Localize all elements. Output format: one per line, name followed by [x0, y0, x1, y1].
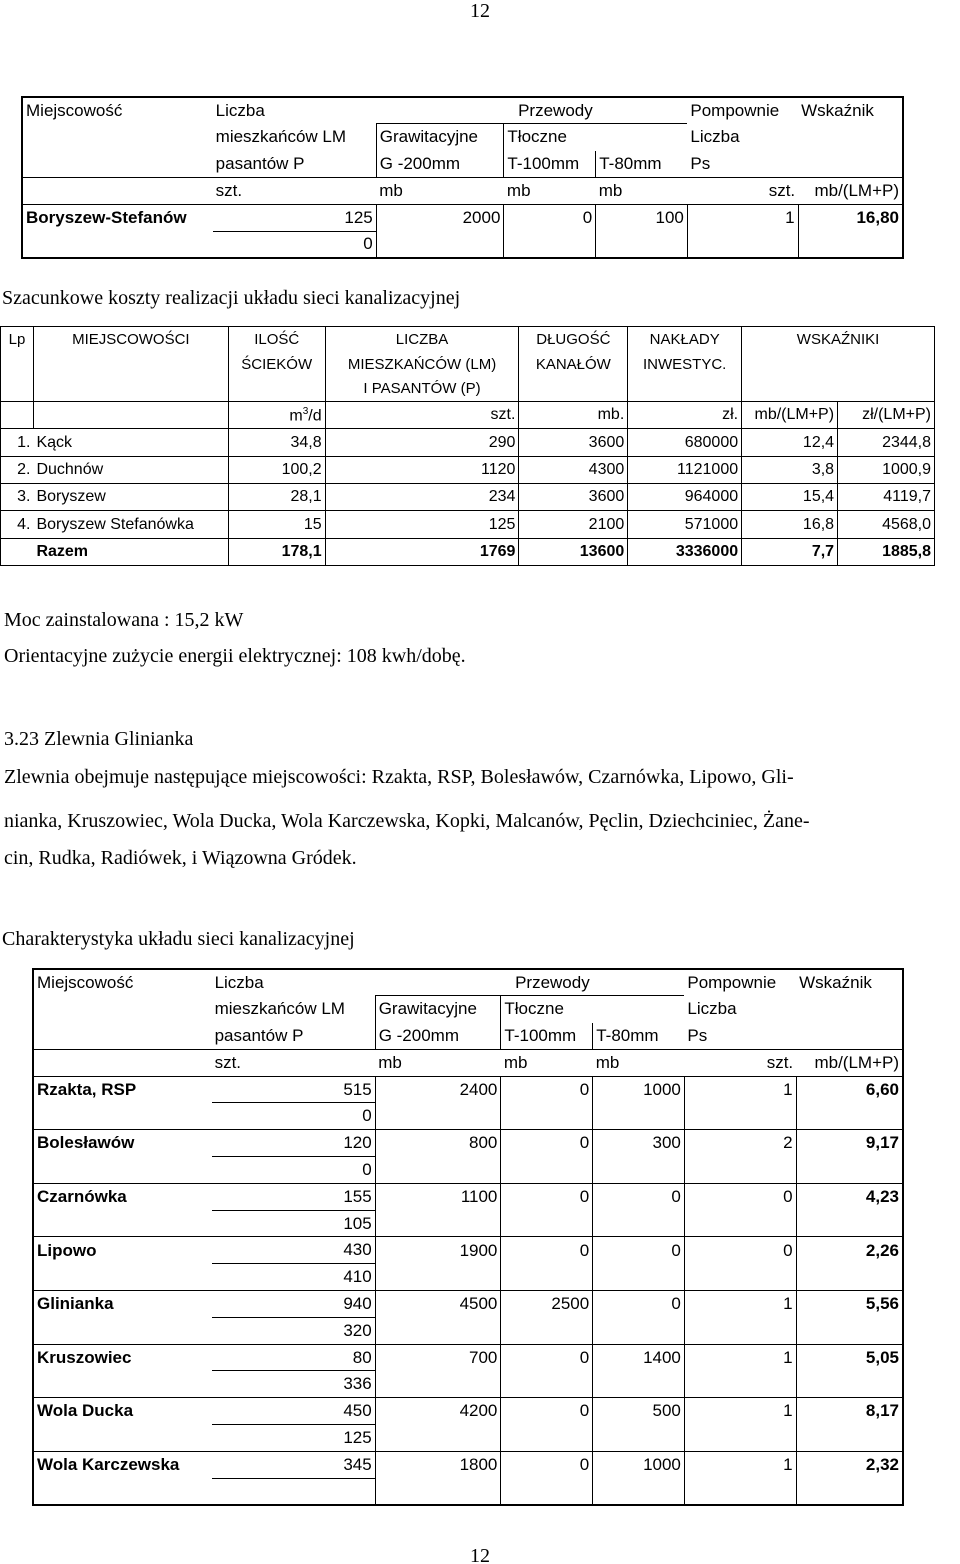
p-value: 336	[212, 1371, 376, 1398]
section-title-costs: Szacunkowe koszty realizacji układu sieci kanalizacyjnej	[2, 287, 461, 309]
header-row	[33, 996, 903, 1023]
header-cell: Liczba	[687, 999, 737, 1019]
t80-value: 1000	[593, 1451, 685, 1478]
blank-cell	[375, 1371, 501, 1398]
lm-value: 125	[213, 204, 377, 231]
total-row	[1, 538, 935, 565]
g200-value: 4500	[375, 1291, 501, 1318]
header-liczba-2: MIESZKAŃCÓW (LM)	[325, 352, 519, 377]
place-name: Glinianka	[33, 1291, 212, 1318]
liczba-value: 290	[325, 429, 519, 456]
ps-value: 0	[684, 1183, 796, 1210]
lm-value: 120	[212, 1130, 376, 1157]
blank-cell	[593, 1210, 685, 1237]
place-name: Lipowo	[33, 1237, 212, 1264]
header-cell: mb/(LM+P)	[796, 1049, 903, 1076]
table-row-sub	[33, 1103, 903, 1130]
header-cell: Pompownie	[690, 100, 780, 120]
lm-value: 430	[212, 1237, 376, 1264]
place-name: Boryszew	[33, 484, 228, 511]
blank-cell	[33, 1478, 212, 1505]
p-value	[212, 1478, 376, 1505]
ps-value: 1	[684, 1451, 796, 1478]
header-liczba-1: LICZBA	[325, 327, 519, 352]
place-name: Kąck	[33, 429, 228, 456]
header-cell	[22, 151, 213, 178]
lm-value: 345	[212, 1451, 376, 1478]
ps-value: 1	[684, 1344, 796, 1371]
unit-mb-lmp: mb/(LM+P)	[742, 402, 838, 429]
total-w2: 1885,8	[838, 538, 935, 565]
w1-value: 15,4	[742, 484, 838, 511]
t100-value: 0	[501, 1398, 593, 1425]
p-value: 125	[212, 1425, 376, 1452]
blank-cell	[33, 1103, 212, 1130]
wsk-value: 6,60	[796, 1076, 903, 1103]
header-cell: Ps	[687, 1025, 708, 1045]
table-row-sub	[33, 1371, 903, 1398]
header-cell	[33, 1049, 212, 1076]
header-cell	[33, 1023, 212, 1050]
header-cell: Miejscowość	[26, 100, 123, 120]
page-number-top: 12	[470, 0, 490, 22]
header-cell: pasantów P	[215, 153, 305, 173]
table-row	[33, 1237, 903, 1264]
header-liczba-3: I PASANTÓW (P)	[325, 377, 519, 402]
unit-mb: mb.	[519, 402, 628, 429]
blank-cell	[22, 231, 213, 258]
blank-cell	[593, 1157, 685, 1184]
place-name: Kruszowiec	[33, 1344, 212, 1371]
p-value: 320	[212, 1317, 376, 1344]
blank-cell	[501, 1210, 593, 1237]
header-row	[22, 97, 903, 124]
header-cell: Wskaźnik	[801, 100, 874, 120]
header-cell: szt.	[212, 1049, 376, 1076]
header-cell: Przewody	[518, 100, 593, 120]
header-cell: Przewody	[515, 972, 590, 992]
blank-cell	[375, 1425, 501, 1452]
naklady-value: 1121000	[628, 456, 742, 483]
blank-cell	[687, 231, 798, 258]
liczba-value: 1120	[325, 456, 519, 483]
header-cell: T-100mm	[501, 1023, 593, 1050]
blank-cell	[1, 538, 34, 565]
w2-value: 1000,9	[838, 456, 935, 483]
header-cell: Liczba	[215, 100, 265, 120]
lp-value: 2.	[1, 456, 34, 483]
table-row	[33, 1398, 903, 1425]
header-cell	[22, 177, 213, 204]
lm-value: 80	[212, 1344, 376, 1371]
g200-value: 1900	[375, 1237, 501, 1264]
place-name: Boryszew Stefanówka	[33, 511, 228, 538]
header-cell: T-80mm	[593, 1023, 685, 1050]
total-scieki: 178,1	[228, 538, 325, 565]
table-row-sub	[33, 1478, 903, 1505]
header-cell: Liczba	[214, 972, 264, 992]
blank-cell	[684, 1157, 796, 1184]
t80-value: 0	[593, 1183, 685, 1210]
scieki-value: 34,8	[228, 429, 325, 456]
page-number-bottom: 12	[470, 1545, 490, 1564]
blank-cell	[796, 1210, 903, 1237]
blank-cell	[593, 1371, 685, 1398]
blank-cell	[593, 1103, 685, 1130]
table-row	[22, 204, 903, 231]
blank-cell	[684, 1210, 796, 1237]
wsk-value: 4,23	[796, 1183, 903, 1210]
header-cell	[798, 124, 903, 151]
g200-value: 800	[375, 1130, 501, 1157]
liczba-value: 234	[325, 484, 519, 511]
table-row-sub	[33, 1210, 903, 1237]
table-row	[33, 1451, 903, 1478]
liczba-value: 125	[325, 511, 519, 538]
blank-cell	[796, 1264, 903, 1291]
header-cell: Miejscowość	[37, 972, 134, 992]
header-miejscowosci: MIEJSCOWOŚCI	[33, 327, 228, 352]
header-cell: Grawitacyjne	[376, 124, 504, 151]
wsk-value: 5,56	[796, 1291, 903, 1318]
blank-cell	[684, 1103, 796, 1130]
header-cell: mb/(LM+P)	[798, 177, 903, 204]
w2-value: 2344,8	[838, 429, 935, 456]
p-value: 0	[212, 1157, 376, 1184]
wsk-value: 2,26	[796, 1237, 903, 1264]
table-row-sub	[33, 1317, 903, 1344]
wsk-value: 8,17	[796, 1398, 903, 1425]
blank-cell	[796, 1478, 903, 1505]
place-name: Bolesławów	[33, 1130, 212, 1157]
header-cell	[22, 124, 213, 151]
place-name: Rzakta, RSP	[33, 1076, 212, 1103]
table-row	[33, 1130, 903, 1157]
scieki-value: 15	[228, 511, 325, 538]
blank-cell	[375, 1317, 501, 1344]
blank-cell	[684, 1478, 796, 1505]
header-naklady-1: NAKŁADY	[628, 327, 742, 352]
header-cell: Grawitacyjne	[375, 996, 501, 1023]
t100-value: 2500	[501, 1291, 593, 1318]
t80-value: 1000	[593, 1076, 685, 1103]
lm-value: 450	[212, 1398, 376, 1425]
header-cell: mieszkańców LM	[215, 127, 347, 147]
header-row	[22, 151, 903, 178]
header-cell: mb	[375, 1049, 501, 1076]
blank-cell	[501, 1425, 593, 1452]
blank-cell	[593, 1425, 685, 1452]
blank-cell	[596, 231, 688, 258]
blank-cell	[796, 1157, 903, 1184]
header-cell	[798, 151, 903, 178]
w1-value: 3,8	[742, 456, 838, 483]
header-cell	[596, 97, 688, 124]
lm-value: 940	[212, 1291, 376, 1318]
blank-cell	[593, 1478, 685, 1505]
header-cell: G -200mm	[375, 1023, 501, 1050]
lm-value: 515	[212, 1076, 376, 1103]
scieki-value: 28,1	[228, 484, 325, 511]
blank-cell	[501, 1103, 593, 1130]
blank-cell	[376, 231, 504, 258]
w2-value: 4119,7	[838, 484, 935, 511]
lp-value: 1.	[1, 429, 34, 456]
moc-line: Moc zainstalowana : 15,2 kW	[4, 609, 244, 631]
blank-cell	[504, 231, 596, 258]
header-lp: Lp	[8, 330, 26, 348]
t80-value: 0	[593, 1237, 685, 1264]
ps-value: 2	[684, 1130, 796, 1157]
header-cell	[33, 996, 212, 1023]
header-cell	[376, 97, 504, 124]
t100-value: 0	[504, 204, 596, 231]
header-cell: szt.	[684, 1049, 796, 1076]
wsk-value: 16,80	[798, 204, 903, 231]
t80-value: 300	[593, 1130, 685, 1157]
header-cell	[796, 996, 903, 1023]
blank-cell	[501, 1264, 593, 1291]
blank-cell	[33, 1157, 212, 1184]
table-row	[33, 1076, 903, 1103]
lp-value: 4.	[1, 511, 34, 538]
wsk-value: 9,17	[796, 1130, 903, 1157]
header-cell: mb	[593, 1049, 685, 1076]
header-naklady-2: INWESTYC.	[628, 352, 742, 377]
blank-cell	[501, 1478, 593, 1505]
dlugosc-value: 4300	[519, 456, 628, 483]
place-name: Wola Karczewska	[33, 1451, 212, 1478]
table-row	[1, 511, 935, 538]
table-row	[33, 1183, 903, 1210]
blank-cell	[33, 1425, 212, 1452]
table-row	[1, 456, 935, 483]
t100-value: 0	[501, 1237, 593, 1264]
header-cell: T-100mm	[504, 151, 596, 178]
g200-value: 4200	[375, 1398, 501, 1425]
header-cell: G -200mm	[376, 151, 504, 178]
total-w1: 7,7	[742, 538, 838, 565]
t80-value: 0	[593, 1291, 685, 1318]
t100-value: 0	[501, 1076, 593, 1103]
header-dlugosc-1: DŁUGOŚĆ	[519, 327, 628, 352]
w2-value: 4568,0	[838, 511, 935, 538]
blank-cell	[375, 1157, 501, 1184]
header-row	[22, 124, 903, 151]
blank-cell	[796, 1425, 903, 1452]
header-cell: pasantów P	[214, 1025, 304, 1045]
table-row	[33, 1344, 903, 1371]
naklady-value: 571000	[628, 511, 742, 538]
unit-szt: szt.	[325, 402, 519, 429]
unit-m3d: $m^3/d$	[228, 402, 325, 429]
blank-cell	[684, 1264, 796, 1291]
t100-value: 0	[501, 1130, 593, 1157]
t80-value: 1400	[593, 1344, 685, 1371]
blank-cell	[798, 231, 903, 258]
blank-cell	[501, 1157, 593, 1184]
ps-value: 1	[684, 1398, 796, 1425]
p-value: 0	[212, 1103, 376, 1130]
dlugosc-value: 3600	[519, 484, 628, 511]
ps-value: 1	[684, 1076, 796, 1103]
p-value: 105	[212, 1210, 376, 1237]
blank-cell	[33, 1371, 212, 1398]
header-cell: Pompownie	[687, 972, 777, 992]
total-naklady: 3336000	[628, 538, 742, 565]
paragraph-line-3: cin, Rudka, Radiówek, i Wiązowna Gródek.	[4, 847, 357, 869]
header-cell: mb	[504, 177, 596, 204]
header-cell: Tłoczne	[501, 996, 593, 1023]
g200-value: 1800	[375, 1451, 501, 1478]
naklady-value: 964000	[628, 484, 742, 511]
header-dlugosc-2: KANAŁÓW	[519, 352, 628, 377]
p-value: 410	[212, 1264, 376, 1291]
table-row-sub	[33, 1157, 903, 1184]
blank-cell	[684, 1371, 796, 1398]
g200-value: 2000	[376, 204, 504, 231]
total-dlugosc: 13600	[519, 538, 628, 565]
total-label: Razem	[33, 538, 228, 565]
ps-value: 1	[687, 204, 798, 231]
header-cell: mb	[376, 177, 504, 204]
naklady-value: 680000	[628, 429, 742, 456]
blank-cell	[501, 1317, 593, 1344]
place-name: Duchnów	[33, 456, 228, 483]
ps-value: 1	[684, 1291, 796, 1318]
unit-zl: zł.	[628, 402, 742, 429]
blank-cell	[33, 1210, 212, 1237]
header-cell: Ps	[690, 153, 711, 173]
header-cell: Tłoczne	[504, 124, 596, 151]
header-row	[33, 969, 903, 996]
header-cell	[596, 124, 688, 151]
g200-value: 1100	[375, 1183, 501, 1210]
t80-value: 100	[596, 204, 688, 231]
header-cell: Wskaźnik	[799, 972, 872, 992]
blank-cell	[593, 1264, 685, 1291]
header-row	[33, 1023, 903, 1050]
p-value: 0	[213, 231, 377, 258]
paragraph-line-2: nianka, Kruszowiec, Wola Ducka, Wola Karczewska, Kopki, Malcanów, Pęclin, Dziechciniec, Żane-	[4, 810, 810, 832]
header-cell: szt.	[213, 177, 377, 204]
g200-value: 2400	[375, 1076, 501, 1103]
blank-cell	[375, 1478, 501, 1505]
header-row	[22, 177, 903, 204]
blank-cell	[33, 1317, 212, 1344]
section-title-characteristics: Charakterystyka układu sieci kanalizacyjnej	[2, 928, 355, 950]
place-name: Boryszew-Stefanów	[22, 204, 213, 231]
lm-value: 155	[212, 1183, 376, 1210]
blank-cell	[375, 1103, 501, 1130]
blank-cell	[796, 1317, 903, 1344]
section-heading: 3.23 Zlewnia Glinianka	[4, 728, 194, 750]
table-characteristics	[32, 968, 904, 1506]
t100-value: 0	[501, 1183, 593, 1210]
table-row	[1, 484, 935, 511]
t80-value: 500	[593, 1398, 685, 1425]
header-cell: szt.	[687, 177, 798, 204]
t100-value: 0	[501, 1451, 593, 1478]
total-liczba: 1769	[325, 538, 519, 565]
g200-value: 700	[375, 1344, 501, 1371]
header-cell	[593, 996, 685, 1023]
header-cell	[375, 969, 501, 996]
energia-line: Orientacyjne zużycie energii elektrycznej: 108 kwh/dobę.	[4, 645, 466, 667]
header-cell: mb	[596, 177, 688, 204]
blank-cell	[375, 1210, 501, 1237]
paragraph-line-1: Zlewnia obejmuje następujące miejscowości: Rzakta, RSP, Bolesławów, Czarnówka, Lipowo, Gli-	[4, 766, 794, 788]
header-cell: mb	[501, 1049, 593, 1076]
table-row-sub	[22, 231, 903, 258]
header-ilosc-2: ŚCIEKÓW	[228, 352, 325, 377]
table-boryszew-stefanow	[21, 96, 904, 259]
header-wskazniki: WSKAŹNIKI	[742, 327, 935, 352]
header-cell	[593, 969, 685, 996]
table-row	[33, 1291, 903, 1318]
blank-cell	[375, 1264, 501, 1291]
lp-value: 3.	[1, 484, 34, 511]
t100-value: 0	[501, 1344, 593, 1371]
table-row-sub	[33, 1264, 903, 1291]
place-name: Czarnówka	[33, 1183, 212, 1210]
table-row	[1, 429, 935, 456]
header-ilosc-1: ILOŚĆ	[228, 327, 325, 352]
dlugosc-value: 3600	[519, 429, 628, 456]
header-cell: T-80mm	[596, 151, 688, 178]
header-row	[33, 1049, 903, 1076]
place-name: Wola Ducka	[33, 1398, 212, 1425]
wsk-value: 2,32	[796, 1451, 903, 1478]
header-cell: mieszkańców LM	[214, 999, 345, 1019]
wsk-value: 5,05	[796, 1344, 903, 1371]
header-cell: Liczba	[690, 127, 740, 147]
blank-cell	[796, 1103, 903, 1130]
blank-cell	[593, 1317, 685, 1344]
w1-value: 16,8	[742, 511, 838, 538]
dlugosc-value: 2100	[519, 511, 628, 538]
unit-zl-lmp: zł/(LM+P)	[838, 402, 935, 429]
blank-cell	[796, 1371, 903, 1398]
scieki-value: 100,2	[228, 456, 325, 483]
header-cell	[796, 1023, 903, 1050]
blank-cell	[684, 1317, 796, 1344]
blank-cell	[501, 1371, 593, 1398]
table-row-sub	[33, 1425, 903, 1452]
blank-cell	[33, 1264, 212, 1291]
ps-value: 0	[684, 1237, 796, 1264]
w1-value: 12,4	[742, 429, 838, 456]
table-costs	[0, 326, 935, 566]
blank-cell	[684, 1425, 796, 1452]
